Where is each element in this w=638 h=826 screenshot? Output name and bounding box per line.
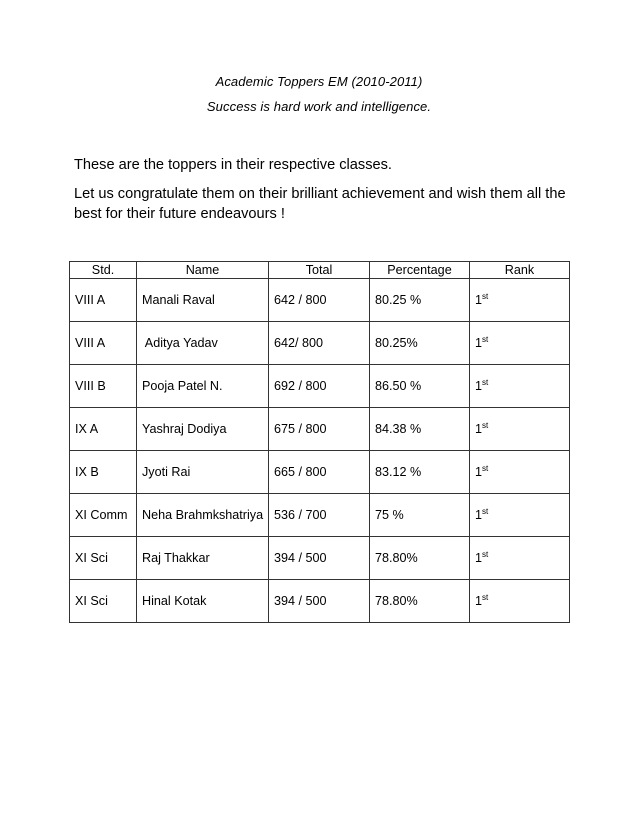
cell-rank: [470, 580, 570, 623]
cell-std: IX A: [70, 408, 137, 451]
table-row: [70, 537, 570, 580]
cell-rank: [470, 365, 570, 408]
table-row: [70, 451, 570, 494]
cell-rank: [470, 408, 570, 451]
rank-number: 1: [475, 293, 483, 308]
cell-total: 692 / 800: [269, 365, 370, 408]
rank-suffix: st: [482, 464, 489, 474]
cell-rank: [470, 537, 570, 580]
rank-suffix: st: [482, 335, 489, 345]
cell-name: Yashraj Dodiya: [137, 408, 269, 451]
rank-number: 1: [475, 465, 483, 480]
cell-percentage: 78.80%: [370, 537, 470, 580]
cell-rank: [470, 494, 570, 537]
rank-number: 1: [475, 422, 483, 437]
cell-name: Raj Thakkar: [137, 537, 269, 580]
cell-total: 642/ 800: [269, 322, 370, 365]
cell-name: Pooja Patel N.: [137, 365, 269, 408]
document-title: Academic Toppers EM (2010-2011): [215, 74, 423, 89]
cell-total: 675 / 800: [269, 408, 370, 451]
column-header-std: Std.: [70, 262, 137, 279]
column-header-rank: Rank: [470, 262, 570, 279]
table-row: [70, 365, 570, 408]
rank-suffix: st: [482, 507, 489, 517]
rank-number: 1: [475, 594, 483, 609]
rank-suffix: st: [482, 593, 489, 603]
cell-std: IX B: [70, 451, 137, 494]
column-header-total: Total: [269, 262, 370, 279]
cell-rank: [470, 322, 570, 365]
cell-name: Neha Brahmkshatriya: [137, 494, 269, 537]
table-row: [70, 279, 570, 322]
cell-total: 536 / 700: [269, 494, 370, 537]
cell-std: VIII B: [70, 365, 137, 408]
cell-percentage: 86.50 %: [370, 365, 470, 408]
rank-suffix: st: [482, 292, 489, 302]
cell-rank: [470, 451, 570, 494]
column-header-percentage: Percentage: [370, 262, 470, 279]
cell-std: XI Comm: [70, 494, 137, 537]
column-header-name: Name: [137, 262, 269, 279]
cell-std: XI Sci: [70, 537, 137, 580]
cell-total: 394 / 500: [269, 580, 370, 623]
table-row: [70, 494, 570, 537]
document-subtitle: Success is hard work and intelligence.: [206, 99, 432, 114]
intro-line: These are the toppers in their respective classes.: [74, 157, 392, 173]
cell-rank: [470, 279, 570, 322]
rank-number: 1: [475, 336, 483, 351]
cell-std: XI Sci: [70, 580, 137, 623]
rank-suffix: st: [482, 378, 489, 388]
cell-percentage: 80.25 %: [370, 279, 470, 322]
cell-std: VIII A: [70, 322, 137, 365]
cell-total: 394 / 500: [269, 537, 370, 580]
rank-number: 1: [475, 508, 483, 523]
cell-name: Hinal Kotak: [137, 580, 269, 623]
cell-percentage: 80.25%: [370, 322, 470, 365]
rank-suffix: st: [482, 421, 489, 431]
cell-name: Manali Raval: [137, 279, 269, 322]
cell-percentage: 83.12 %: [370, 451, 470, 494]
cell-total: 665 / 800: [269, 451, 370, 494]
cell-percentage: 75 %: [370, 494, 470, 537]
rank-number: 1: [475, 551, 483, 566]
toppers-table: [69, 261, 570, 623]
rank-number: 1: [475, 379, 483, 394]
intro-paragraph: Let us congratulate them on their brilliant achievement and wish them all the best for their future endeavours !: [74, 186, 566, 222]
cell-name: Jyoti Rai: [137, 451, 269, 494]
table-row: [70, 580, 570, 623]
cell-total: 642 / 800: [269, 279, 370, 322]
cell-percentage: 78.80%: [370, 580, 470, 623]
table-row: [70, 408, 570, 451]
cell-percentage: 84.38 %: [370, 408, 470, 451]
rank-suffix: st: [482, 550, 489, 560]
cell-std: VIII A: [70, 279, 137, 322]
cell-name: Aditya Yadav: [137, 322, 269, 365]
table-header-row: [70, 262, 570, 279]
table-row: [70, 322, 570, 365]
